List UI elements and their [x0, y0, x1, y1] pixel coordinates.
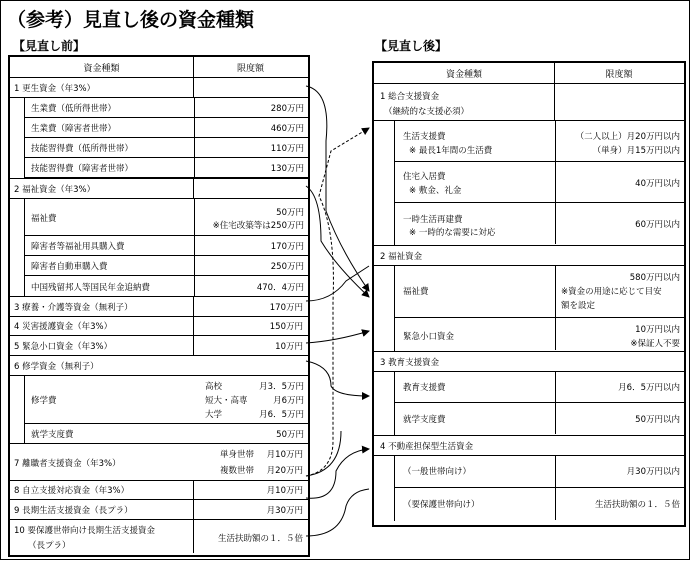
- table-row: 一時生活再建費 ※ 一時的な需要に対応 60万円以内: [395, 203, 685, 244]
- table-row: 4 不動産担保型生活資金: [374, 435, 684, 456]
- table-row: 生業費（障害者世帯） 460万円: [25, 118, 309, 138]
- table-row: 生業費（低所得世帯） 280万円: [25, 98, 309, 118]
- table-row: 1 総合支援資金 （継続的な支援必須）: [374, 84, 684, 121]
- table-row: 8 自立支援対応資金（年3%） 月10万円: [10, 480, 308, 500]
- table-row: 福祉費 580万円以内 ※資金の用途に応じて目安 額を設定: [395, 265, 685, 318]
- table-row: 3 療養・介護等資金（無利子） 170万円: [10, 296, 308, 317]
- arrow-10-to-4: [306, 489, 369, 536]
- table-row: 就学支度費 50万円: [25, 424, 309, 444]
- table-row: 10 要保護世帯向け長期生活支援資金 （長プラ） 生活扶助額の１．５倍: [10, 520, 308, 553]
- arrow-1-to-1: [306, 86, 369, 291]
- table-row: 1 更生資金（年3%）: [10, 78, 308, 98]
- table-row: 障害者自動車購入費 250万円: [25, 256, 309, 276]
- table-row: 教育支援費 月6．5万円以内: [395, 371, 685, 403]
- table-row: 7 離職者支援資金（年3%） 単身世帯 月10万円 複数世帯 月20万円: [10, 443, 308, 481]
- before-heading: 【見直し前】: [13, 39, 86, 53]
- after-col-type: 資金種類: [445, 70, 482, 80]
- arrow-3-to-2: [306, 266, 369, 301]
- mapping-arrows: [1, 1, 690, 561]
- table-row: （要保護世帯向け） 生活扶助額の１．５倍: [395, 488, 685, 520]
- table-row: 技能習得費（障害者世帯） 130万円: [25, 158, 309, 178]
- arrow-7-to-1-solid: [306, 431, 341, 476]
- table-row: 中国残留邦人等国民年金追納費 470．4万円: [25, 276, 309, 297]
- table-row: 2 福祉資金（年3%）: [10, 178, 308, 199]
- arrow-2-to-2: [306, 186, 369, 297]
- arrow-6-to-3: [306, 361, 369, 396]
- table-row: 9 長期生活支援資金（長プラ） 月30万円: [10, 500, 308, 520]
- after-col-limit: 限度額: [605, 70, 633, 80]
- table-row: 2 福祉資金: [374, 245, 684, 266]
- table-row: 3 教育支援資金: [374, 351, 684, 372]
- table-row: 住宅入居費 ※ 敷金、礼金 40万円以内: [395, 162, 685, 203]
- arrow-5-to-emergency: [306, 331, 369, 343]
- table-row: 緊急小口資金 10万円以内 ※保証人不要: [395, 318, 685, 350]
- before-col-limit: 限度額: [236, 64, 264, 74]
- table-row: 5 緊急小口資金（年3%） 10万円: [10, 336, 308, 356]
- after-heading: 【見直し後】: [375, 39, 448, 53]
- table-row: 障害者等福祉用具購入費 170万円: [25, 236, 309, 256]
- table-row: 福祉費 50万円 ※住宅改築等は250万円: [25, 198, 309, 236]
- page-title: （参考）見直し後の資金種類: [7, 9, 255, 31]
- table-row: 技能習得費（低所得世帯） 110万円: [25, 138, 309, 158]
- table-row: 4 災害援護資金（年3%） 150万円: [10, 316, 308, 336]
- table-row: （一般世帯向け） 月30万円以内: [395, 455, 685, 488]
- table-row: 生活支援費 ※ 最長1年間の生活費 （二人以上）月20万円以内 （単身）月15万円以内: [395, 121, 685, 162]
- table-row: 就学支度費 50万円以内: [395, 403, 685, 434]
- table-row: 6 修学資金（無利子）: [10, 356, 308, 376]
- arrow-7-to-1: [306, 128, 369, 476]
- table-row: 修学費 高校 月3．5万円 短大・高専 月6万円 大学 月6．5万円: [25, 376, 309, 424]
- before-col-type: 資金種類: [83, 64, 120, 74]
